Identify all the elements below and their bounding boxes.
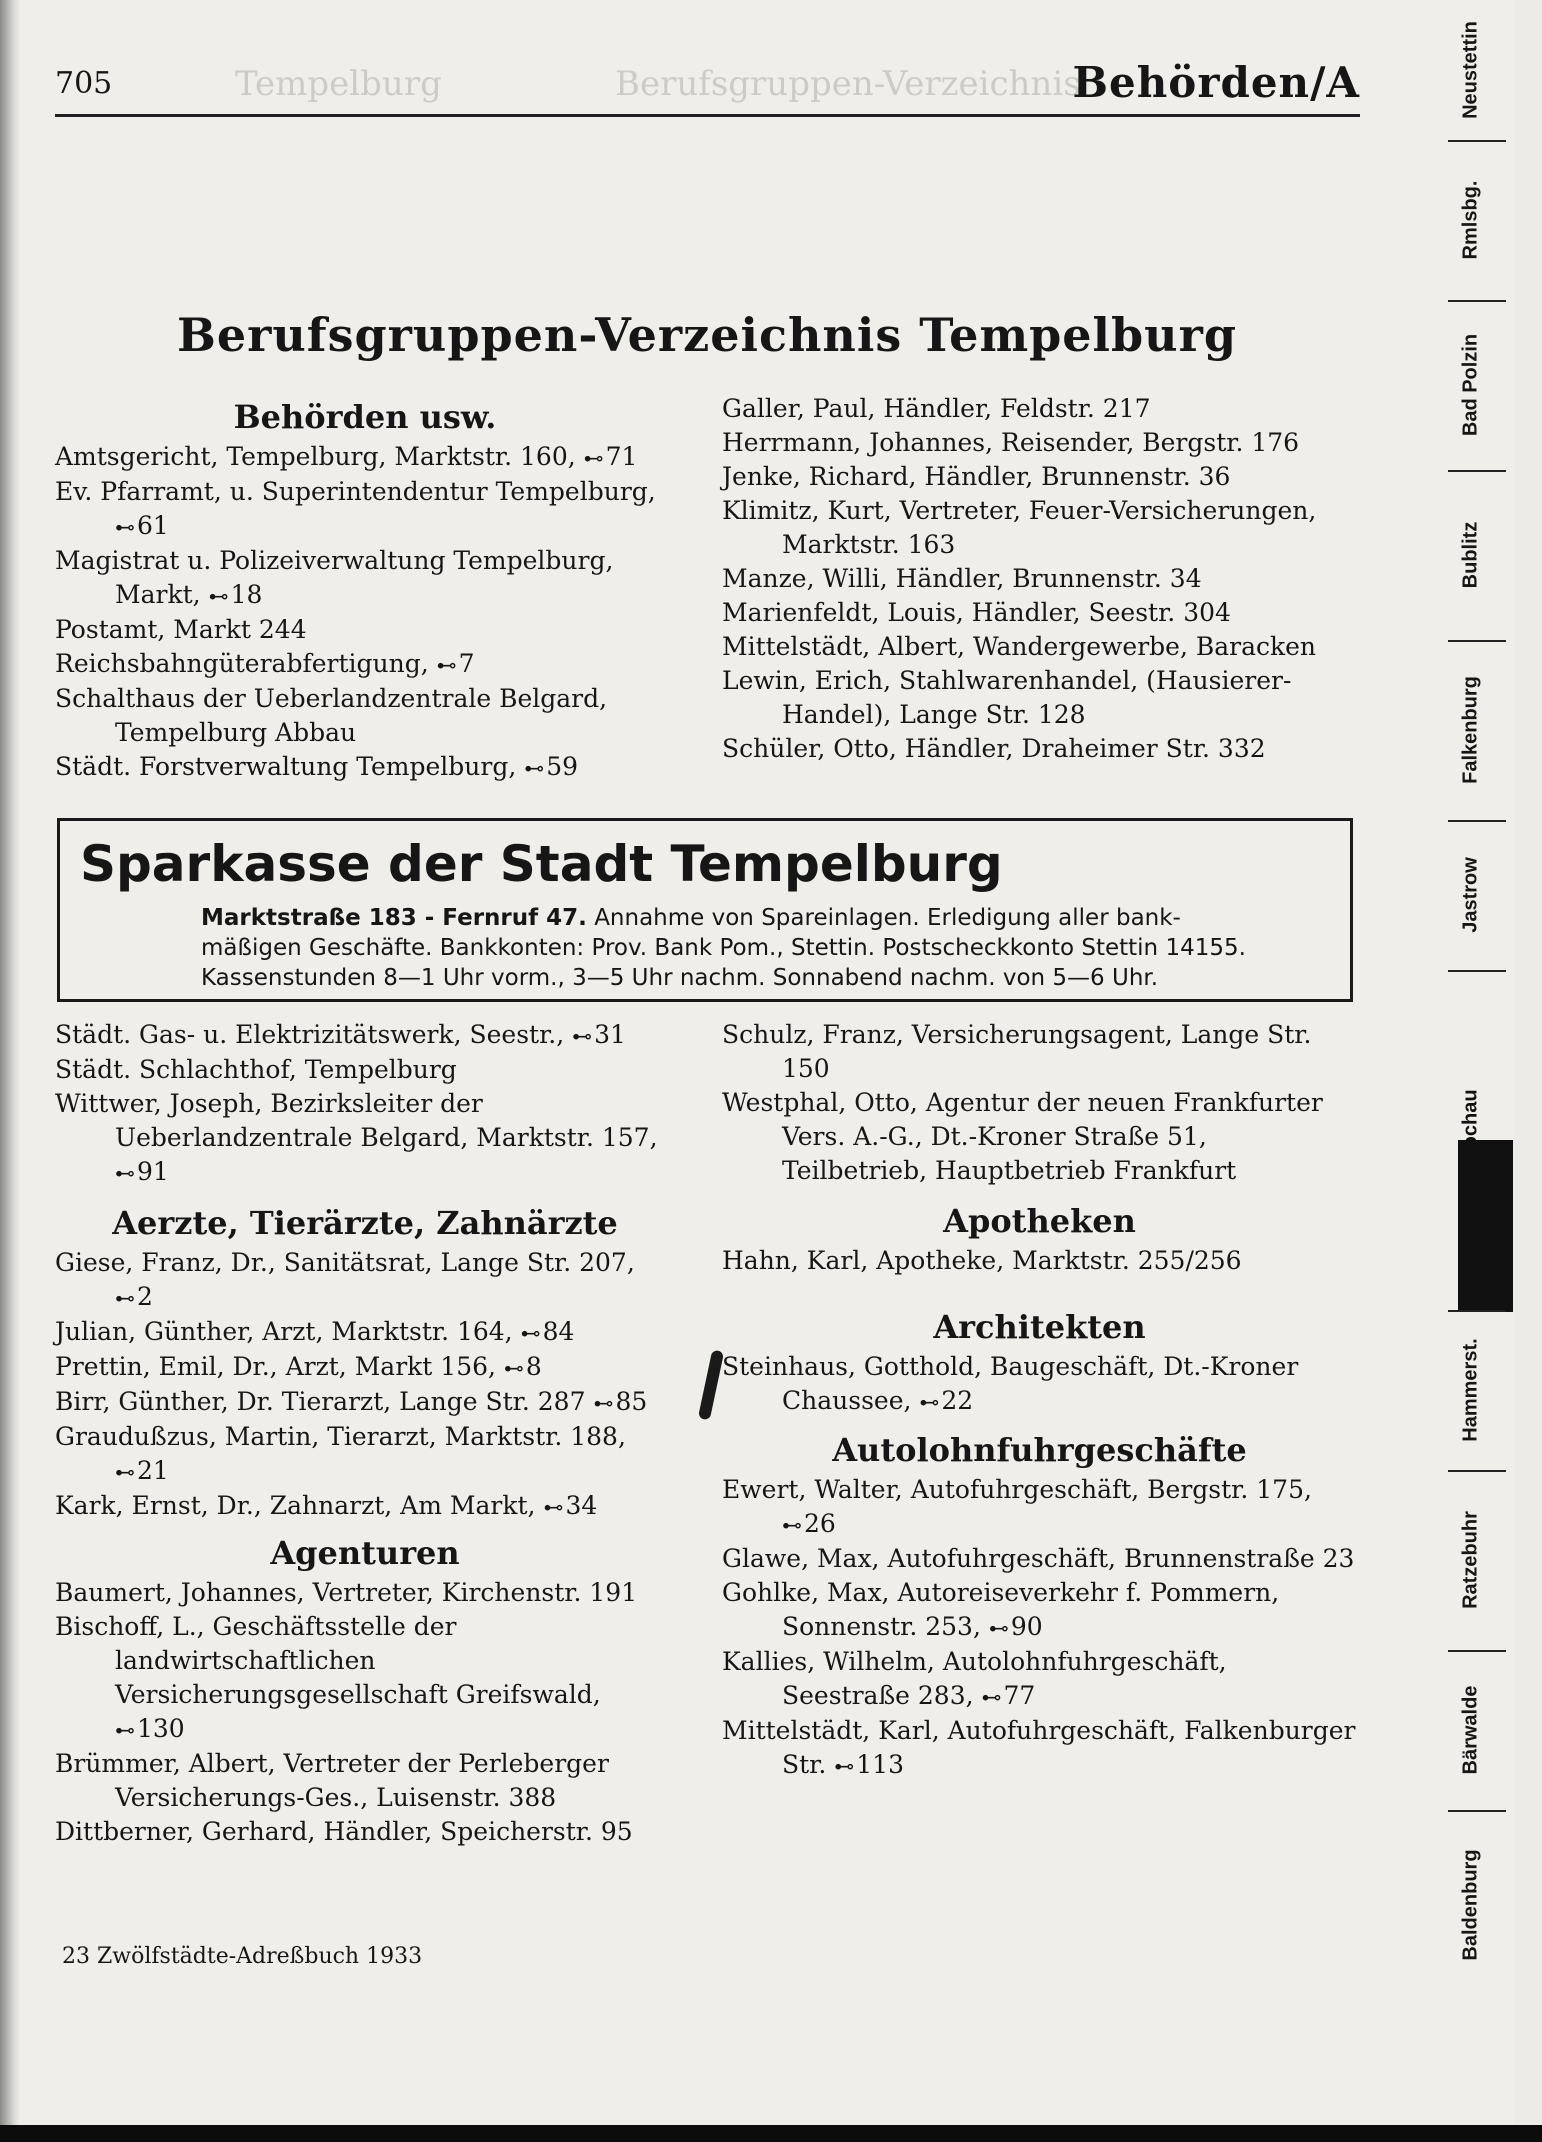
telephone-icon: ⊷ bbox=[115, 1286, 133, 1310]
directory-entry bbox=[722, 494, 1357, 562]
directory-entry bbox=[722, 426, 1357, 460]
directory-entry bbox=[55, 613, 675, 647]
autolohnfuhr-list bbox=[722, 1473, 1357, 1783]
thumb-tab-label: Bublitz bbox=[1459, 521, 1482, 589]
directory-entry bbox=[722, 1018, 1357, 1086]
thumb-tab-divider bbox=[1448, 300, 1506, 302]
directory-entry bbox=[55, 1246, 675, 1315]
directory-entry-text: Städt. Schlachthof, Tempelburg bbox=[55, 1055, 457, 1084]
upper-left-column bbox=[55, 392, 675, 785]
directory-entry-text: Ewert, Walter, Autofuhrgeschäft, Bergstr. 175, bbox=[722, 1475, 1312, 1504]
directory-entry bbox=[722, 562, 1357, 596]
directory-entry bbox=[722, 1086, 1357, 1188]
section-title-aerzte: Aerzte, Tierärzte, Zahnärzte bbox=[112, 1204, 618, 1242]
section-title-behoerden: Behörden usw. bbox=[233, 398, 497, 436]
directory-entry-text: Reichsbahngüterabfertigung, bbox=[55, 649, 429, 678]
staedtische-list bbox=[55, 1018, 675, 1190]
telephone-number: 59 bbox=[546, 752, 579, 781]
telephone-number: 7 bbox=[458, 649, 475, 678]
telephone-icon: ⊷ bbox=[115, 1718, 133, 1742]
directory-entry-text: Westphal, Otto, Agentur der neuen Frankfurter Vers. A.-G., Dt.-Kroner Straße 51, Teilbetrieb, Hauptbetrieb Frankfurt bbox=[722, 1088, 1323, 1185]
thumb-tab-baldenburg bbox=[1436, 1810, 1506, 2000]
telephone-number: 71 bbox=[605, 442, 638, 471]
directory-entry bbox=[722, 596, 1357, 630]
thumb-tab-neustettin bbox=[1436, 0, 1506, 140]
thumb-tab-label: Bärwalde bbox=[1459, 1685, 1482, 1775]
thumb-tab-hammerst- bbox=[1436, 1310, 1506, 1470]
telephone-icon: ⊷ bbox=[208, 584, 227, 608]
thumb-tab-label: Bad Polzin bbox=[1459, 333, 1482, 437]
directory-entry bbox=[722, 1714, 1357, 1783]
telephone-number: 77 bbox=[1003, 1681, 1036, 1710]
thumb-tab-bad-polzin bbox=[1436, 300, 1506, 470]
directory-entry-text: Jenke, Richard, Händler, Brunnenstr. 36 bbox=[722, 462, 1231, 491]
directory-entry bbox=[55, 440, 675, 475]
architekten-list bbox=[722, 1350, 1357, 1419]
directory-entry-text: Glawe, Max, Autofuhrgeschäft, Brunnenstraße 23 bbox=[722, 1544, 1355, 1573]
telephone-icon: ⊷ bbox=[572, 1024, 591, 1048]
thumb-tab-label: Jastrow bbox=[1459, 857, 1482, 933]
telephone-number: 130 bbox=[137, 1714, 185, 1743]
thumb-tab-divider bbox=[1448, 1310, 1506, 1312]
upper-right-column bbox=[722, 392, 1357, 766]
directory-entry bbox=[55, 1018, 675, 1053]
directory-entry-text: Brümmer, Albert, Vertreter der Perleberger Versicherungs-Ges., Luisenstr. 388 bbox=[55, 1749, 609, 1812]
agenturen-continued-list bbox=[722, 1018, 1357, 1188]
telephone-icon: ⊷ bbox=[436, 653, 455, 677]
directory-entry bbox=[722, 1473, 1357, 1542]
telephone-number: 2 bbox=[137, 1282, 153, 1311]
thumb-tab-divider bbox=[1448, 820, 1506, 822]
directory-entry bbox=[722, 1576, 1357, 1645]
telephone-number: 18 bbox=[230, 580, 263, 609]
thumb-tab-label: Rmlsbg. bbox=[1459, 180, 1482, 260]
telephone-icon: ⊷ bbox=[981, 1685, 1000, 1709]
ad-line-1 bbox=[201, 905, 1181, 931]
telephone-icon: ⊷ bbox=[543, 1495, 562, 1519]
directory-entry bbox=[722, 1350, 1357, 1419]
directory-entry-text: Schulz, Franz, Versicherungsagent, Lange Str. 150 bbox=[722, 1020, 1312, 1083]
telephone-number: 113 bbox=[856, 1750, 904, 1779]
page-number: 705 bbox=[55, 66, 113, 101]
directory-entry-text: Galler, Paul, Händler, Feldstr. 217 bbox=[722, 394, 1151, 423]
directory-entry-text: Mittelstädt, Albert, Wandergewerbe, Baracken bbox=[722, 632, 1317, 661]
thumb-tab-divider bbox=[1448, 1470, 1506, 1472]
ad-address: Marktstraße 183 - Fernruf 47. bbox=[201, 905, 587, 931]
directory-entry-text: Bischoff, L., Geschäftsstelle der landwirtschaftlichen Versicherungsgesellschaft Greifswald, bbox=[55, 1612, 601, 1709]
telephone-number: 85 bbox=[615, 1387, 648, 1416]
thumb-tab-schlochau bbox=[1436, 970, 1506, 1310]
section-title-autolohnfuhr: Autolohnfuhrgeschäfte bbox=[832, 1431, 1247, 1469]
telephone-icon: ⊷ bbox=[593, 1391, 612, 1415]
telephone-number: 90 bbox=[1010, 1612, 1043, 1641]
thumb-tab-label: Hammerst. bbox=[1459, 1338, 1482, 1442]
sparkasse-advertisement bbox=[57, 818, 1353, 1002]
ad-line-3: Kassenstunden 8—1 Uhr vorm., 3—5 Uhr nachm. Sonnabend nachm. von 5—6 Uhr. bbox=[201, 965, 1159, 991]
telephone-icon: ⊷ bbox=[115, 1460, 133, 1484]
directory-entry bbox=[55, 750, 675, 785]
telephone-number: 84 bbox=[542, 1317, 575, 1346]
directory-entry-text: Birr, Günther, Dr. Tierarzt, Lange Str. 287 bbox=[55, 1387, 586, 1416]
directory-entry-text: Julian, Günther, Arzt, Marktstr. 164, bbox=[55, 1317, 513, 1346]
thumb-tab-ratzebuhr bbox=[1436, 1470, 1506, 1650]
directory-entry-text: Manze, Willi, Händler, Brunnenstr. 34 bbox=[722, 564, 1202, 593]
directory-entry-text: Schalthaus der Ueberlandzentrale Belgard, Tempelburg Abbau bbox=[55, 684, 608, 747]
scan-bottom-edge bbox=[0, 2125, 1542, 2142]
directory-entry bbox=[722, 460, 1357, 494]
directory-entry-text: Kallies, Wilhelm, Autolohnfuhrgeschäft, Seestraße 283, bbox=[722, 1647, 1227, 1710]
thumb-tab-bublitz bbox=[1436, 470, 1506, 640]
telephone-icon: ⊷ bbox=[782, 1513, 800, 1537]
section-title-agenturen: Agenturen bbox=[270, 1534, 460, 1572]
directory-entry bbox=[722, 664, 1357, 732]
directory-entry-text: Graudußzus, Martin, Tierarzt, Marktstr. 188, bbox=[55, 1422, 626, 1451]
thumb-tab-rmlsbg- bbox=[1436, 140, 1506, 300]
header-section-title: Behörden/A bbox=[1072, 58, 1360, 107]
telephone-icon: ⊷ bbox=[115, 515, 133, 539]
telephone-number: 91 bbox=[137, 1157, 169, 1186]
directory-entry bbox=[722, 1244, 1357, 1278]
directory-entry-text: Kark, Ernst, Dr., Zahnarzt, Am Markt, bbox=[55, 1491, 536, 1520]
telephone-icon: ⊷ bbox=[988, 1616, 1007, 1640]
thumb-tab-label: Neustettin bbox=[1459, 21, 1482, 119]
telephone-number: 61 bbox=[137, 511, 169, 540]
telephone-icon: ⊷ bbox=[520, 1321, 539, 1345]
thumb-tab-jastrow bbox=[1436, 820, 1506, 970]
telephone-number: 21 bbox=[137, 1456, 169, 1485]
directory-entry bbox=[722, 1542, 1357, 1576]
directory-entry-text: Steinhaus, Gotthold, Baugeschäft, Dt.-Kroner Chaussee, bbox=[722, 1352, 1299, 1415]
directory-entry bbox=[55, 1315, 675, 1350]
thumb-tab-label: Schlochau bbox=[1459, 1089, 1482, 1191]
directory-entry-text: Giese, Franz, Dr., Sanitätsrat, Lange Str. 207, bbox=[55, 1248, 635, 1277]
directory-entry-text: Gohlke, Max, Autoreiseverkehr f. Pommern, Sonnenstr. 253, bbox=[722, 1578, 1280, 1641]
lower-left-column bbox=[55, 1018, 675, 1849]
apotheken-list bbox=[722, 1244, 1357, 1278]
directory-entry bbox=[55, 1420, 675, 1489]
directory-entry-text: Dittberner, Gerhard, Händler, Speicherstr. 95 bbox=[55, 1817, 633, 1846]
directory-entry-text: Amtsgericht, Tempelburg, Marktstr. 160, bbox=[55, 442, 576, 471]
directory-entry-text: Klimitz, Kurt, Vertreter, Feuer-Versicherungen, Marktstr. 163 bbox=[722, 496, 1317, 559]
thumb-tab-label: Ratzebuhr bbox=[1459, 1511, 1482, 1609]
directory-entry-text: Baumert, Johannes, Vertreter, Kirchenstr. 191 bbox=[55, 1578, 638, 1607]
telephone-number: 34 bbox=[565, 1491, 598, 1520]
directory-entry-text: Magistrat u. Polizeiverwaltung Tempelburg, Markt, bbox=[55, 546, 614, 609]
ghost-header-mid: Berufsgruppen-Verzeichnis bbox=[615, 64, 1081, 104]
directory-entry bbox=[55, 1815, 675, 1849]
directory-entry-text: Ev. Pfarramt, u. Superintendentur Tempelburg, bbox=[55, 477, 656, 506]
telephone-icon: ⊷ bbox=[115, 1161, 133, 1185]
page-footer: 23 Zwölfstädte-Adreßbuch 1933 bbox=[62, 1944, 423, 1969]
directory-entry bbox=[55, 1385, 675, 1420]
section-title-apotheken: Apotheken bbox=[943, 1202, 1136, 1240]
directory-entry-text: Städt. Gas- u. Elektrizitätswerk, Seestr., bbox=[55, 1020, 565, 1049]
telephone-icon: ⊷ bbox=[524, 756, 543, 780]
thumb-tab-divider bbox=[1448, 140, 1506, 142]
page-header bbox=[55, 58, 1360, 116]
directory-entry bbox=[55, 1747, 675, 1815]
directory-entry-text: Marienfeldt, Louis, Händler, Seestr. 304 bbox=[722, 598, 1231, 627]
ad-line-2: mäßigen Geschäfte. Bankkonten: Prov. Bank Pom., Stettin. Postscheckkonto Stettin 14155. bbox=[201, 935, 1246, 961]
thumb-tab-divider bbox=[1448, 1810, 1506, 1812]
thumb-tab-label: Falkenburg bbox=[1459, 676, 1482, 784]
aerzte-list bbox=[55, 1246, 675, 1524]
telephone-icon: ⊷ bbox=[583, 446, 602, 470]
lower-right-column bbox=[722, 1018, 1357, 1783]
directory-entry bbox=[55, 544, 675, 613]
section-title-architekten: Architekten bbox=[933, 1308, 1146, 1346]
directory-entry-text: Mittelstädt, Karl, Autofuhrgeschäft, Falkenburger Str. bbox=[722, 1716, 1356, 1779]
directory-entry bbox=[55, 1350, 675, 1385]
ad-line-1-text: Annahme von Spareinlagen. Erledigung aller bank- bbox=[594, 905, 1181, 931]
directory-entry bbox=[55, 1610, 675, 1747]
directory-entry bbox=[55, 475, 675, 544]
ad-title: Sparkasse der Stadt Tempelburg bbox=[80, 835, 1003, 893]
thumb-tab-divider bbox=[1448, 1650, 1506, 1652]
directory-entry bbox=[722, 392, 1357, 426]
header-rule bbox=[55, 114, 1360, 117]
telephone-number: 26 bbox=[804, 1509, 836, 1538]
thumb-tab-bärwalde bbox=[1436, 1650, 1506, 1810]
thumb-tab-falkenburg bbox=[1436, 640, 1506, 820]
directory-entry bbox=[55, 682, 675, 750]
directory-entry bbox=[55, 647, 675, 682]
thumb-index bbox=[1436, 0, 1506, 2125]
directory-entry-text: Hahn, Karl, Apotheke, Marktstr. 255/256 bbox=[722, 1246, 1242, 1275]
thumb-tab-label: Baldenburg bbox=[1459, 1849, 1482, 1961]
directory-entry bbox=[55, 1087, 675, 1190]
telephone-number: 22 bbox=[941, 1386, 974, 1415]
main-title: Berufsgruppen-Verzeichnis Tempelburg bbox=[176, 308, 1238, 362]
upper-right-list bbox=[722, 392, 1357, 766]
directory-entry bbox=[55, 1576, 675, 1610]
ghost-header-left: Tempelburg bbox=[235, 64, 442, 104]
telephone-number: 8 bbox=[525, 1352, 542, 1381]
directory-entry-text: Städt. Forstverwaltung Tempelburg, bbox=[55, 752, 517, 781]
directory-entry bbox=[55, 1489, 675, 1524]
thumb-tab-divider bbox=[1448, 970, 1506, 972]
telephone-icon: ⊷ bbox=[919, 1390, 938, 1414]
behoerden-list bbox=[55, 440, 675, 785]
directory-entry-text: Postamt, Markt 244 bbox=[55, 615, 307, 644]
directory-entry bbox=[55, 1053, 675, 1087]
thumb-tab-divider bbox=[1448, 640, 1506, 642]
telephone-number: 31 bbox=[594, 1020, 626, 1049]
directory-entry-text: Herrmann, Johannes, Reisender, Bergstr. 176 bbox=[722, 428, 1300, 457]
agenturen-list bbox=[55, 1576, 675, 1849]
telephone-icon: ⊷ bbox=[503, 1356, 522, 1380]
directory-entry-text: Lewin, Erich, Stahlwarenhandel, (Hausierer-Handel), Lange Str. 128 bbox=[722, 666, 1292, 729]
directory-entry-text: Schüler, Otto, Händler, Draheimer Str. 332 bbox=[722, 734, 1266, 763]
directory-entry bbox=[722, 732, 1357, 766]
thumb-tab-divider bbox=[1448, 470, 1506, 472]
directory-entry-text: Prettin, Emil, Dr., Arzt, Markt 156, bbox=[55, 1352, 496, 1381]
directory-entry-text: Wittwer, Joseph, Bezirksleiter der Ueberlandzentrale Belgard, Marktstr. 157, bbox=[55, 1089, 658, 1152]
telephone-icon: ⊷ bbox=[834, 1754, 853, 1778]
directory-entry bbox=[722, 630, 1357, 664]
directory-entry bbox=[722, 1645, 1357, 1714]
